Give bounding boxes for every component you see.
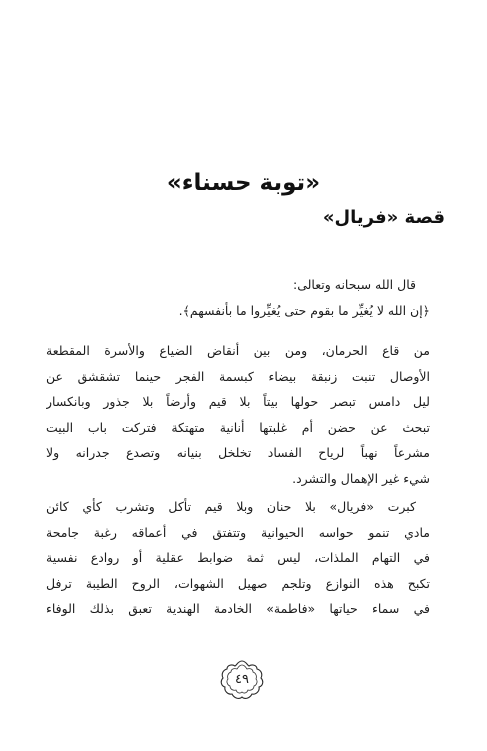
paragraph-2 bbox=[46, 494, 430, 622]
page-number: ٤٩ bbox=[235, 672, 249, 687]
paragraph-line: شيء غير الإهمال والتشرد. bbox=[292, 470, 430, 486]
paragraph-line: في سماء حياتها «فاطمة» الخادمة الهندية تعبق بذلك الوفاء bbox=[46, 601, 430, 616]
paragraph-line: من قاع الحرمان، ومن بين أنقاض الضياع والأسرة المقطعة bbox=[46, 343, 430, 358]
chapter-title: «توبة حسناء» bbox=[166, 170, 321, 196]
paragraph-line: ليل دامس تبصر حولها بيتاً بلا قيم وأرضاً بلا جذور وبانكسار bbox=[46, 394, 430, 409]
paragraph-1 bbox=[46, 338, 430, 491]
page-number-ornament bbox=[218, 658, 266, 702]
paragraph-line: كبرت «فريال» بلا حنان وبلا قيم تأكل وتشرب كأي كائن bbox=[46, 499, 416, 514]
quran-verse: ﴿إن الله لا يُغيِّر ما بقوم حتى يُغيِّروا ما بأنفسهم﴾. bbox=[178, 302, 430, 318]
intro-line: قال الله سبحانه وتعالى: bbox=[292, 277, 416, 292]
paragraph-line: مشرعاً نهباً لرياح الفساد تخلخل بنيانه وتصدع جدرانه ولا bbox=[46, 445, 430, 460]
intro-block bbox=[46, 272, 430, 323]
paragraph-line: تبحث عن حضن أم غلبتها أنانية متهتكة فتركت باب البيت bbox=[46, 419, 430, 435]
chapter-subtitle: قصة «فريال» bbox=[322, 207, 445, 228]
paragraph-line: مادي تنمو حواسه الحيوانية وتتفتق في أعماقه رغبة جامحة bbox=[46, 524, 430, 540]
paragraph-line: الأوصال تنبت زنبقة بيضاء كبسمة الفجر حينما تشقشق عن bbox=[46, 368, 430, 384]
paragraph-line: تكبح هذه النوازع وتلجم صهيل الشهوات، الروح الطيبة ترفل bbox=[46, 575, 430, 591]
paragraph-line: في التهام الملذات، ليس ثمة ضوابط عقلية أو روادع نفسية bbox=[46, 550, 430, 565]
